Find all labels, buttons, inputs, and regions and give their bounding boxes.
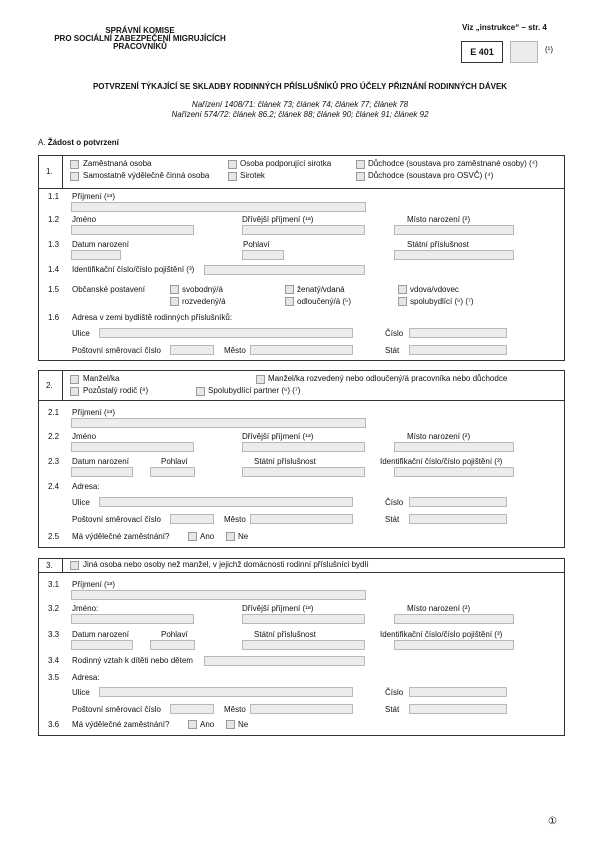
s3-birthdate-label: Datum narození [72,630,129,639]
pensioner-osvc-label: Důchodce (soustava pro OSVČ) (⁴) [368,171,494,180]
section-2-divider [62,370,63,400]
row-3-2-number: 3.2 [48,604,60,613]
regulation-line1: Nařízení 1408/71: článek 73; článek 74; článek 77; článek 78 [191,100,409,109]
row-3-6-number: 3.6 [48,720,60,729]
s2-employed-yes-checkbox[interactable] [188,532,197,541]
row-1-2-number: 1.2 [48,215,60,224]
s3-state-label: Stát [385,705,400,714]
s3-street-label: Ulice [72,688,90,697]
s3-citizenship-label: Státní příslušnost [254,630,316,639]
row-2-3-number: 2.3 [48,457,60,466]
footnote-ref: (¹) [545,45,553,54]
s2-id-label: Identifikační číslo/číslo pojištění (³) [380,457,503,466]
s1-birthplace-field[interactable] [394,225,514,235]
s2-postcode-label: Poštovní směrovací číslo [72,515,161,524]
row-2-4-number: 2.4 [48,482,60,491]
s3-prev-surname-label: Dřívější příjmení (¹ᵃ) [242,604,314,613]
s1-state-label: Stát [385,346,400,355]
s3-house-no-field[interactable] [409,687,507,697]
row-3-1-number: 3.1 [48,580,60,589]
employee-label: Zaměstnaná osoba [83,159,152,168]
s3-employed-yes-checkbox[interactable] [188,720,197,729]
s3-relation-field[interactable] [204,656,365,666]
single-label: svobodný/á [182,285,223,294]
s2-firstname-field[interactable] [71,442,194,452]
married-checkbox[interactable] [285,285,294,294]
row-1-5-number: 1.5 [48,285,60,294]
row-2-5-number: 2.5 [48,532,60,541]
s2-house-no-field[interactable] [409,497,507,507]
s1-address-label: Adresa v zemi bydliště rodinných příslušníků: [72,313,233,322]
s3-citizenship-field[interactable] [242,640,365,650]
regulation-line2: Nařízení 574/72: článek 86.2; článek 88; článek 90; článek 91; článek 92 [171,110,429,119]
s3-employed-no-checkbox[interactable] [226,720,235,729]
single-checkbox[interactable] [170,285,179,294]
page-number: ① [548,816,557,827]
surviving-parent-label: Pozůstalý rodič (⁸) [83,386,149,395]
s3-surname-label: Příjmení (¹ᵃ) [72,580,115,589]
s3-firstname-label: Jméno: [72,604,99,613]
s2-birthplace-field[interactable] [394,442,514,452]
s1-prev-surname-label: Dřívější příjmení (¹ᵃ) [242,215,314,224]
s1-street-field[interactable] [99,328,353,338]
s3-birthplace-label: Místo narození (²) [407,604,471,613]
section-3-number: 3. [46,561,53,570]
s2-house-no-label: Číslo [385,498,404,507]
s2-employed-no-checkbox[interactable] [226,532,235,541]
pensioner-employee-label: Důchodce (soustava pro zaměstnané osoby) (⁴) [368,159,538,168]
s3-city-field[interactable] [250,704,353,714]
s2-id-field[interactable] [394,467,514,477]
org-name-line1: SPRÁVNÍ KOMISE [105,26,175,35]
section-3-divider [62,558,63,572]
s3-street-field[interactable] [99,687,353,697]
s2-employed-yes-label: Ano [200,532,215,541]
s2-state-field[interactable] [409,514,507,524]
cohabiting-checkbox[interactable] [398,297,407,306]
selfemployed-checkbox[interactable] [70,172,79,181]
spouse-label: Manžel/ka [83,374,120,383]
form-title: POTVRZENÍ TÝKAJÍCÍ SE SKLADBY RODINNÝCH PŘÍSLUŠNÍKŮ PRO ÚČELY PŘIZNÁNÍ RODINNÝCH DÁVEK [92,82,508,91]
orphan-label: Sirotek [240,171,265,180]
s3-birthplace-field[interactable] [394,614,514,624]
s1-state-field[interactable] [409,345,507,355]
s1-city-field[interactable] [250,345,353,355]
divorced-checkbox[interactable] [170,297,179,306]
s1-birthdate-label: Datum narození [72,240,129,249]
s1-id-field[interactable] [204,265,365,275]
s1-firstname-field[interactable] [71,225,194,235]
s2-citizenship-label: Státní příslušnost [254,457,316,466]
surviving-parent-checkbox[interactable] [70,387,79,396]
s3-firstname-field[interactable] [71,614,194,624]
married-label: ženatý/vdaná [297,285,345,294]
s2-city-label: Město [224,515,246,524]
pensioner-employee-checkbox[interactable] [356,160,365,169]
s2-employed-label: Má výdělečné zaměstnání? [72,532,170,541]
s1-postcode-field[interactable] [170,345,214,355]
s1-prev-surname-field[interactable] [242,225,365,235]
s3-relation-label: Rodinný vztah k dítěti nebo dětem [72,656,193,665]
s3-postcode-field[interactable] [170,704,214,714]
divorced-spouse-checkbox[interactable] [256,375,265,384]
s3-employed-no-label: Ne [238,720,249,729]
s2-city-field[interactable] [250,514,353,524]
s2-surname-field[interactable] [71,418,366,428]
s1-citizenship-label: Státní příslušnost [407,240,469,249]
cohabiting-label: spolubydlící (⁶) (⁷) [410,297,474,306]
widowed-checkbox[interactable] [398,285,407,294]
s1-house-no-label: Číslo [385,329,404,338]
s3-house-no-label: Číslo [385,688,404,697]
section-1-number: 1. [46,167,53,176]
s3-postcode-label: Poštovní směrovací číslo [72,705,161,714]
employee-checkbox[interactable] [70,160,79,169]
row-1-4-number: 1.4 [48,265,60,274]
s3-id-label: Identifikační číslo/číslo pojištění (³) [380,630,503,639]
s1-civil-status-label: Občanské postavení [72,285,145,294]
divorced-label: rozvedený/á [182,297,226,306]
s2-address-label: Adresa: [72,482,100,491]
row-2-2-number: 2.2 [48,432,60,441]
section-1-divider [62,155,63,188]
section-a-heading: A. Žádost o potvrzení [38,138,119,147]
s1-city-label: Město [224,346,246,355]
row-1-1-number: 1.1 [48,192,60,201]
s3-state-field[interactable] [409,704,507,714]
s3-surname-field[interactable] [71,590,366,600]
orphan-supporter-label: Osoba podporující sirotka [240,159,332,168]
section-1-hline [38,188,565,189]
s1-street-label: Ulice [72,329,90,338]
s2-employed-no-label: Ne [238,532,249,541]
s2-prev-surname-label: Dřívější příjmení (¹ᵃ) [242,432,314,441]
orphan-checkbox[interactable] [228,172,237,181]
s1-sex-field[interactable] [242,250,284,260]
s3-city-label: Město [224,705,246,714]
instructions-ref: Viz „instrukce“ – str. 4 [462,23,547,32]
s3-employed-label: Má výdělečné zaměstnání? [72,720,170,729]
s1-surname-label: Příjmení (¹ᵃ) [72,192,115,201]
s3-sex-field[interactable] [150,640,195,650]
s2-birthdate-label: Datum narození [72,457,129,466]
s1-birthdate-field[interactable] [71,250,121,260]
row-3-4-number: 3.4 [48,656,60,665]
s1-birthplace-label: Místo narození (²) [407,215,471,224]
s1-postcode-label: Poštovní směrovací číslo [72,346,161,355]
s2-citizenship-field[interactable] [242,467,365,477]
s3-employed-yes-label: Ano [200,720,215,729]
separated-label: odloučený/á (⁵) [297,297,352,306]
s2-prev-surname-field[interactable] [242,442,365,452]
s1-surname-field[interactable] [71,202,366,212]
s1-id-label: Identifikační číslo/číslo pojištění (³) [72,265,195,274]
org-name-line3: PRACOVNÍKŮ [113,42,167,51]
pensioner-osvc-checkbox[interactable] [356,172,365,181]
s2-state-label: Stát [385,515,400,524]
partner-checkbox[interactable] [196,387,205,396]
s2-firstname-label: Jméno [72,432,97,441]
divorced-spouse-label: Manžel/ka rozvedený nebo odloučený/á pracovníka nebo důchodce [268,374,508,383]
s3-prev-surname-field[interactable] [242,614,365,624]
s3-address-label: Adresa: [72,673,100,682]
orphan-supporter-checkbox[interactable] [228,160,237,169]
s1-sex-label: Pohlaví [243,240,270,249]
s2-sex-label: Pohlaví [161,457,188,466]
s3-birthdate-field[interactable] [71,640,133,650]
s3-id-field[interactable] [394,640,514,650]
section-3-hline [38,572,565,573]
row-3-5-number: 3.5 [48,673,60,682]
other-person-label: Jiná osoba nebo osoby než manžel, v jejichž domácnosti rodinní příslušníci bydlí [83,560,369,569]
s2-sex-field[interactable] [150,467,195,477]
org-name-line2: PRO SOCIÁLNÍ ZABEZPEČENÍ MIGRUJÍCÍCH [54,34,226,43]
selfemployed-label: Samostatně výdělečně činná osoba [83,171,210,180]
row-2-1-number: 2.1 [48,408,60,417]
partner-label: Spolubydlící partner (⁶) (⁷) [208,386,301,395]
s1-citizenship-field[interactable] [394,250,514,260]
separated-checkbox[interactable] [285,297,294,306]
row-3-3-number: 3.3 [48,630,60,639]
form-version-field[interactable] [510,41,538,63]
form-code-box: E 401 [461,41,503,63]
s2-birthdate-field[interactable] [71,467,133,477]
section-2-number: 2. [46,381,53,390]
s2-street-field[interactable] [99,497,353,507]
s2-street-label: Ulice [72,498,90,507]
row-1-6-number: 1.6 [48,313,60,322]
s1-firstname-label: Jméno [72,215,97,224]
spouse-checkbox[interactable] [70,375,79,384]
widowed-label: vdova/vdovec [410,285,459,294]
other-person-checkbox[interactable] [70,561,79,570]
s2-birthplace-label: Místo narození (²) [407,432,471,441]
s3-sex-label: Pohlaví [161,630,188,639]
s2-postcode-field[interactable] [170,514,214,524]
row-1-3-number: 1.3 [48,240,60,249]
s1-house-no-field[interactable] [409,328,507,338]
section-2-hline [38,400,565,401]
s2-surname-label: Příjmení (¹ᵃ) [72,408,115,417]
